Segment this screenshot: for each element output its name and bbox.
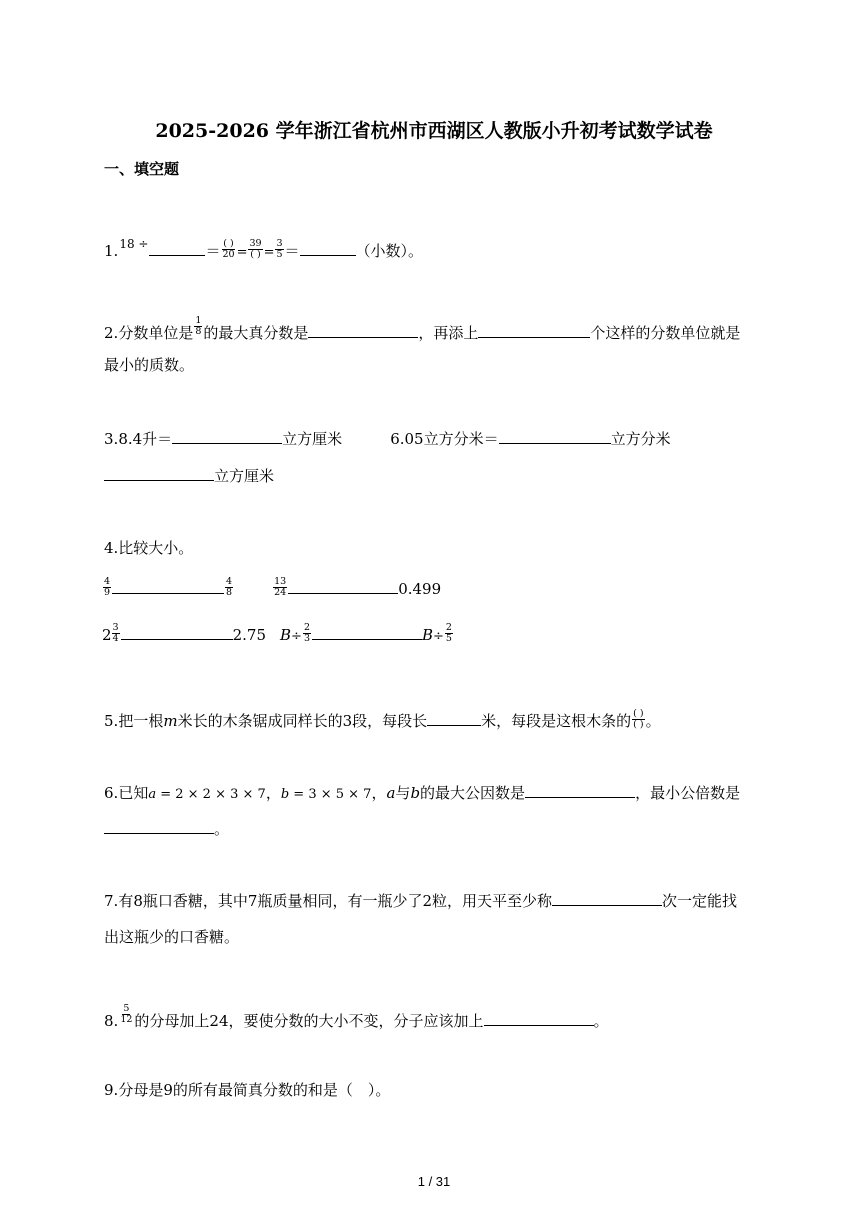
question-7-line-2: 出这瓶少的口香糖。 xyxy=(104,928,240,946)
question-1: 1. 18 ÷ ＝ $\frac{( )}{20}$ = $\frac{39}{( )}$ = $\frac{3}{5}$ ＝ （小数）。 xyxy=(104,237,424,260)
answer-blank[interactable] xyxy=(308,322,418,338)
answer-blank[interactable] xyxy=(172,428,282,444)
fraction: $\frac{( )}{20}$ xyxy=(222,237,235,260)
fraction: $\frac{39}{( )}$ xyxy=(249,237,262,260)
answer-blank[interactable] xyxy=(484,1010,594,1026)
fraction: $\frac{1}{8}$ xyxy=(195,314,202,337)
question-8: 8. $\frac{5}{12}$ 的分母加上24，要使分数的大小不变，分子应该加上 。 xyxy=(104,1002,609,1030)
answer-blank[interactable] xyxy=(525,782,635,798)
question-4-row-2: 2 $\frac{3}{4}$ 2.75 B÷ $\frac{2}{3}$ B÷ $\frac{2}{5}$ xyxy=(102,621,452,644)
section-heading: 一、填空题 xyxy=(104,160,180,178)
question-3: 3.8.4升＝ 立方厘米 6.05立方分米＝ 立方分米 xyxy=(104,430,671,448)
answer-blank[interactable] xyxy=(499,428,611,444)
fraction: $\frac{4}{8}$ xyxy=(226,575,233,598)
page-number: 1 / 31 xyxy=(417,1174,451,1189)
fraction: $\frac{3}{5}$ xyxy=(276,237,283,260)
question-4: 4.比较大小。 xyxy=(104,539,194,557)
fraction: $\frac{4}{9}$ xyxy=(104,575,111,598)
answer-blank[interactable] xyxy=(104,818,214,834)
page-title: 2025-2026 学年浙江省杭州市西湖区人教版小升初考试数学试卷 xyxy=(155,120,713,142)
question-2-line-2: 最小的质数。 xyxy=(104,356,195,374)
fraction: $\frac{2}{3}$ xyxy=(303,621,310,644)
answer-blank[interactable] xyxy=(312,624,422,640)
fraction: $\frac{( )}{( )}$ xyxy=(633,707,644,730)
question-6: 6.已知a = 2 × 2 × 3 × 7，b = 3 × 5 × 7，a与b的最大公因数是 ，最小公倍数是 xyxy=(104,784,741,802)
question-7: 7.有8瓶口香糖，其中7瓶质量相同，有一瓶少了2粒，用天平至少称 次一定能找 xyxy=(104,892,738,910)
dividend: 18 ÷ xyxy=(119,237,149,251)
question-4-row-1: $\frac{4}{9}$ $\frac{4}{8}$ $\frac{13}{24}$ 0.499 xyxy=(104,575,442,598)
answer-blank[interactable] xyxy=(104,465,214,481)
answer-blank[interactable] xyxy=(288,578,398,594)
question-3-line-2: 立方厘米 xyxy=(104,465,274,486)
answer-blank[interactable] xyxy=(300,240,356,256)
answer-blank[interactable] xyxy=(427,710,481,726)
answer-blank[interactable] xyxy=(112,578,224,594)
question-9: 9.分母是9的所有最简真分数的和是（ ）。 xyxy=(104,1081,391,1099)
answer-blank[interactable] xyxy=(478,322,590,338)
question-5: 5.把一根m米长的木条锯成同样长的3段，每段长 米，每段是这根木条的 $\frac{( )}{( )}$ 。 xyxy=(104,707,661,730)
fraction: $\frac{5}{12}$ xyxy=(120,1002,133,1025)
question-2: 2.分数单位是 $\frac{1}{8}$ 的最大真分数是 ，再添上 个这样的分数单位就是 xyxy=(104,314,741,342)
fraction: $\frac{2}{5}$ xyxy=(445,621,452,644)
answer-blank[interactable] xyxy=(121,624,233,640)
fraction: $\frac{13}{24}$ xyxy=(274,575,287,598)
question-6-line-2: 。 xyxy=(104,818,229,839)
answer-blank[interactable] xyxy=(149,240,205,256)
answer-blank[interactable] xyxy=(552,890,662,906)
fraction: $\frac{3}{4}$ xyxy=(112,621,119,644)
